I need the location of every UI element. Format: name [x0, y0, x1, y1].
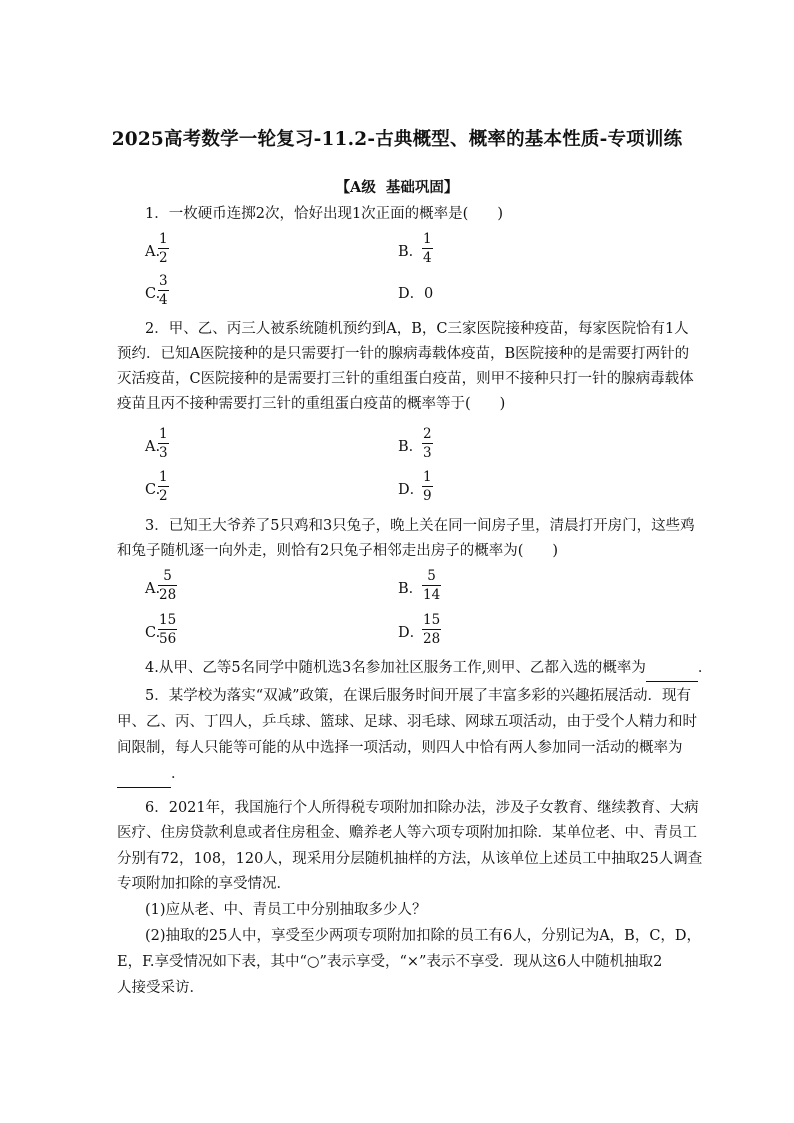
option-label: C.: [145, 482, 161, 498]
question-6-subquestion-2-line: (2)抽取的25人中，享受至少两项专项附加扣除的员工有6人，分别记为A，B，C，D，: [145, 928, 702, 944]
answer-blank[interactable]: [646, 659, 698, 682]
option-label: B．: [398, 581, 424, 597]
page-title: 2025高考数学一轮复习-11.2-古典概型、概率的基本性质-专项训练: [111, 129, 683, 150]
section-heading: 【A级 基础巩固】: [335, 179, 459, 196]
denominator: 4: [159, 292, 168, 308]
question-4-text: 4.从甲、乙等5名同学中随机选3名参加社区服务工作,则甲、乙都入选的概率为: [145, 660, 646, 676]
denominator: 2: [159, 250, 168, 266]
question-5-line: 甲、乙、丙、丁四人，乒乓球、篮球、足球、羽毛球、网球五项活动，由于受个人精力和时: [117, 714, 697, 730]
numerator: 5: [163, 568, 172, 584]
numerator: 5: [427, 568, 436, 584]
numerator: 1: [159, 426, 168, 442]
fraction: [422, 567, 441, 604]
fraction: [158, 611, 177, 648]
question-6-line: 专项附加扣除的享受情况．: [117, 876, 291, 892]
denominator: 2: [159, 488, 168, 504]
question-6-line: 分别有72，108，120人，现采用分层随机抽样的方法，从该单位上述员工中抽取25人调查: [117, 851, 703, 867]
numerator: 3: [159, 273, 168, 289]
question-4-end: ．: [697, 660, 713, 676]
fraction: [422, 468, 433, 505]
option-label: A.: [145, 244, 161, 260]
option-value: 0: [424, 286, 434, 302]
denominator: 3: [423, 445, 432, 461]
fraction: [158, 567, 177, 604]
option-label: B．: [398, 439, 424, 455]
numerator: 2: [423, 426, 432, 442]
question-3-line: 3．已知王大爷养了5只鸡和3只兔子，晚上关在同一间房子里，清晨打开房门，这些鸡: [145, 518, 695, 534]
question-6-subquestion-1: (1)应从老、中、青员工中分别抽取多少人？: [145, 902, 427, 918]
fraction: [158, 272, 169, 309]
fraction: [422, 230, 433, 267]
fraction: [158, 468, 169, 505]
question-5-answer-line: [117, 763, 186, 788]
option-label: D．: [398, 286, 425, 302]
question-6-line: 6．2021年，我国施行个人所得税专项附加扣除办法，涉及子女教育、继续教育、大病: [145, 800, 699, 816]
question-2-line: 预约．已知A医院接种的是只需要打一针的腺病毒载体疫苗，B医院接种的是需要打两针的: [117, 346, 690, 362]
question-3-line: 和兔子随机逐一向外走，则恰有2只兔子相邻走出房子的概率为( ): [117, 543, 559, 559]
question-5-line: 间限制，每人只能等可能的从中选择一项活动，则四人中恰有两人参加同一活动的概率为: [117, 740, 683, 756]
question-2-line: 2．甲、乙、丙三人被系统随机预约到A，B，C三家医院接种疫苗，每家医院恰有1人: [145, 321, 689, 337]
question-5-line: 5．某学校为落实“双减”政策，在课后服务时间开展了丰富多彩的兴趣拓展活动．现有: [145, 688, 692, 704]
question-6-subquestion-2-line: 人接受采访．: [117, 980, 204, 996]
fraction: [158, 425, 169, 462]
numerator: 1: [423, 469, 432, 485]
option-label: D．: [398, 482, 425, 498]
option-label: D．: [398, 625, 425, 641]
numerator: 15: [159, 612, 177, 628]
fraction: [422, 425, 433, 462]
denominator: 9: [423, 488, 432, 504]
denominator: 14: [423, 587, 441, 603]
numerator: 1: [423, 231, 432, 247]
question-2-line: 灭活疫苗，C医院接种的是需要打三针的重组蛋白疫苗，则甲不接种只打一针的腺病毒载体: [117, 371, 694, 387]
fraction: [158, 230, 169, 267]
question-1-stem: 1．一枚硬币连掷2次，恰好出现1次正面的概率是( ): [145, 206, 503, 222]
question-4: [145, 657, 712, 682]
fraction: [422, 611, 441, 648]
option-label: A.: [145, 581, 161, 597]
option-label: C.: [145, 625, 161, 641]
denominator: 4: [423, 250, 432, 266]
numerator: 1: [159, 231, 168, 247]
denominator: 28: [159, 587, 177, 603]
option-label: A.: [145, 439, 161, 455]
question-6-line: 医疗、住房贷款利息或者住房租金、赡养老人等六项专项附加扣除．某单位老、中、青员工: [117, 825, 697, 841]
option-label: C.: [145, 286, 161, 302]
denominator: 3: [159, 445, 168, 461]
numerator: 15: [423, 612, 441, 628]
question-6-subquestion-2-line: E，F.享受情况如下表，其中“○”表示享受，“×”表示不享受．现从这6人中随机抽取2: [117, 954, 663, 970]
option-label: B．: [398, 244, 424, 260]
question-2-line: 疫苗且丙不接种需要打三针的重组蛋白疫苗的概率等于( ): [117, 396, 506, 412]
numerator: 1: [159, 469, 168, 485]
denominator: 28: [423, 631, 441, 647]
denominator: 56: [159, 631, 177, 647]
question-5-end: ．: [171, 766, 186, 782]
answer-blank[interactable]: [117, 765, 171, 788]
